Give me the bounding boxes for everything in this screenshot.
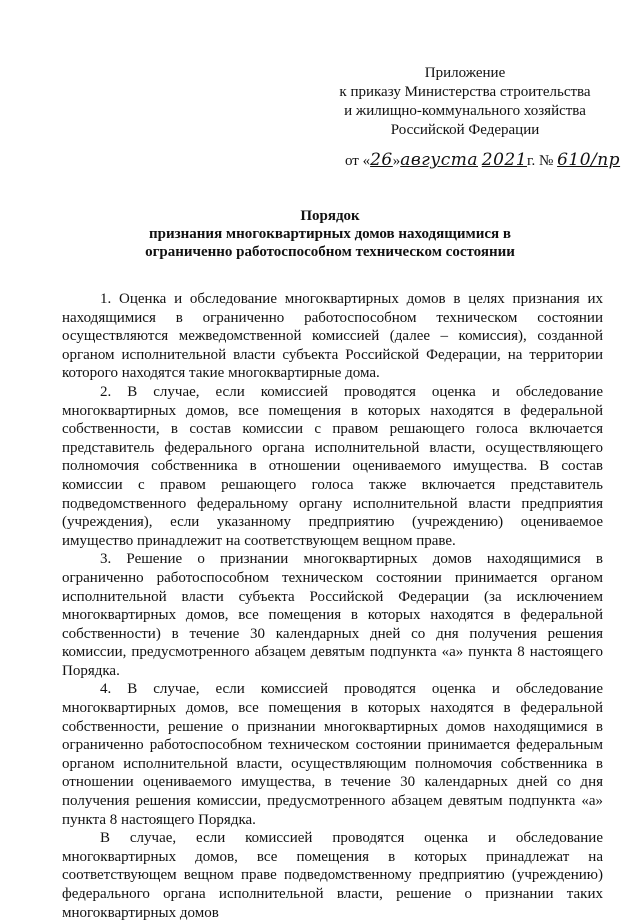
order-month-handwritten: августа <box>400 150 479 170</box>
paragraph-5: В случае, если комиссией проводятся оценка и обследование многоквартирных домов, все помещения в которых принадлежат на соответствующем вещном праве подведомственному предприятию (учреждению) федерального органа исполнительной власти, решение о признании таких многоквартирных домов <box>62 830 603 921</box>
paragraph-4: 4. В случае, если комиссией проводятся оценка и обследование многоквартирных домов, все помещения в которых находятся в федеральной собственности, решение о признании многоквартирных домов находящимися в ограниченно работоспособном техническом состоянии принимается федеральным органом исполнительной власти, осуществляющим полномочия собственника в отношении оцениваемого имущества, в течение 30 календарных дней со дня получения решения комиссии, предусмотренного абзацем девятым подпункта «а» пункта 8 настоящего Порядка. <box>62 681 603 828</box>
annex-line-3: и жилищно-коммунального хозяйства <box>344 103 586 119</box>
order-date-number <box>345 150 620 170</box>
title-line-1: Порядок <box>300 208 360 224</box>
paragraph-1: 1. Оценка и обследование многоквартирных домов в целях признания их находящимися в ограниченно работоспособном техническом состоянии осуществляются межведомственной комиссией (далее – комиссия), созданной органом исполнительной власти субъекта Российской Федерации, на территории которого находятся такие многоквартирные дома. <box>62 291 603 382</box>
annex-line-4: Российской Федерации <box>390 122 540 138</box>
annex-header <box>330 64 600 140</box>
order-prefix: от « <box>345 153 371 169</box>
order-mid1: » <box>392 153 401 169</box>
order-mid2: г. № <box>527 153 554 169</box>
order-day-handwritten: 26 <box>370 150 393 170</box>
paragraph-3: 3. Решение о признании многоквартирных домов находящимися в ограниченно работоспособном техническом состоянии принимается органом исполнительной власти субъекта Российской Федерации (за исключением многоквартирных домов, все помещения в которых находятся в федеральной собственности) в течение 30 календарных дней со дня получения решения комиссии, предусмотренного абзацем девятым подпункта «а» пункта 8 настоящего Порядка. <box>62 551 603 679</box>
order-year-handwritten: 2021 <box>481 150 528 170</box>
document-body <box>62 290 603 922</box>
paragraph-2: 2. В случае, если комиссией проводятся оценка и обследование многоквартирных домов, все помещения в которых находятся в федеральной собственности, в состав комиссии с правом решающего голоса включается представитель федерального органа исполнительной власти, осуществляющего полномочия собственника в отношении оцениваемого имущества. В состав комиссии с правом решающего голоса также включается представитель подведомственного федеральному органу исполнительной власти предприятия (учреждения), если указанному предприятию (учреждению) оцениваемое имущество принадлежит на соответствующем вещном праве. <box>62 383 603 549</box>
title-line-3: ограниченно работоспособном техническом состоянии <box>145 244 515 260</box>
order-number-handwritten: 610/пр <box>557 150 621 170</box>
annex-line-2: к приказу Министерства строительства <box>339 84 591 100</box>
document-title <box>60 207 600 261</box>
title-line-2: признания многоквартирных домов находящимися в <box>148 226 512 242</box>
annex-label: Приложение <box>424 65 506 81</box>
